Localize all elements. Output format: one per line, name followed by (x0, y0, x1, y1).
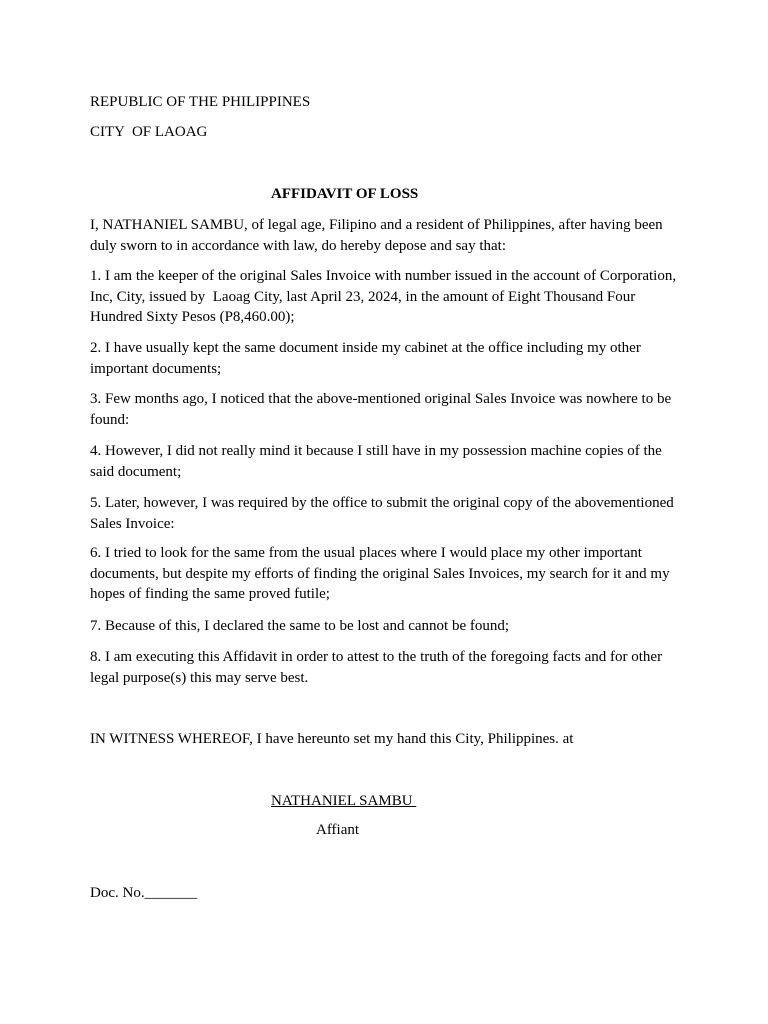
signature-role: Affiant (316, 822, 360, 838)
paragraph-1: 1. I am the keeper of the original Sales Invoice with number issued in the account of Corporation, Inc, City, issued by Laoag City, last April 23, 2024, in the amount of Eight Thousand Four Hundred Sixty Pesos (P8,460.00); (90, 268, 680, 325)
doc-number: Doc. No._______ (90, 885, 198, 901)
document-title: AFFIDAVIT OF LOSS (271, 186, 419, 202)
paragraph-8: 8. I am executing this Affidavit in order to attest to the truth of the foregoing facts and for other legal purpose(s) this may serve best. (90, 649, 663, 686)
header-city: CITY OF LAOAG (90, 124, 208, 140)
paragraph-6: 6. I tried to look for the same from the usual places where I would place my other important documents, but despite my efforts of finding the original Sales Invoices, my search for it and my hopes of finding the same proved futile; (90, 545, 670, 602)
paragraph-5: 5. Later, however, I was required by the office to submit the original copy of the abovementioned Sales Invoice: (90, 495, 674, 532)
signature-name: NATHANIEL SAMBU (271, 793, 417, 809)
witness-clause: IN WITNESS WHEREOF, I have hereunto set my hand this City, Philippines. at (90, 731, 574, 747)
header-country: REPUBLIC OF THE PHILIPPINES (90, 94, 311, 110)
paragraph-7: 7. Because of this, I declared the same to be lost and cannot be found; (90, 618, 510, 634)
paragraph-4: 4. However, I did not really mind it because I still have in my possession machine copies of the said document; (90, 443, 662, 480)
paragraph-2: 2. I have usually kept the same document inside my cabinet at the office including my other important documents; (90, 340, 641, 377)
paragraph-3: 3. Few months ago, I noticed that the above-mentioned original Sales Invoice was nowhere to be found: (90, 391, 672, 428)
intro-paragraph: I, NATHANIEL SAMBU, of legal age, Filipino and a resident of Philippines, after having been duly sworn to in accordance with law, do hereby depose and say that: (90, 217, 663, 254)
